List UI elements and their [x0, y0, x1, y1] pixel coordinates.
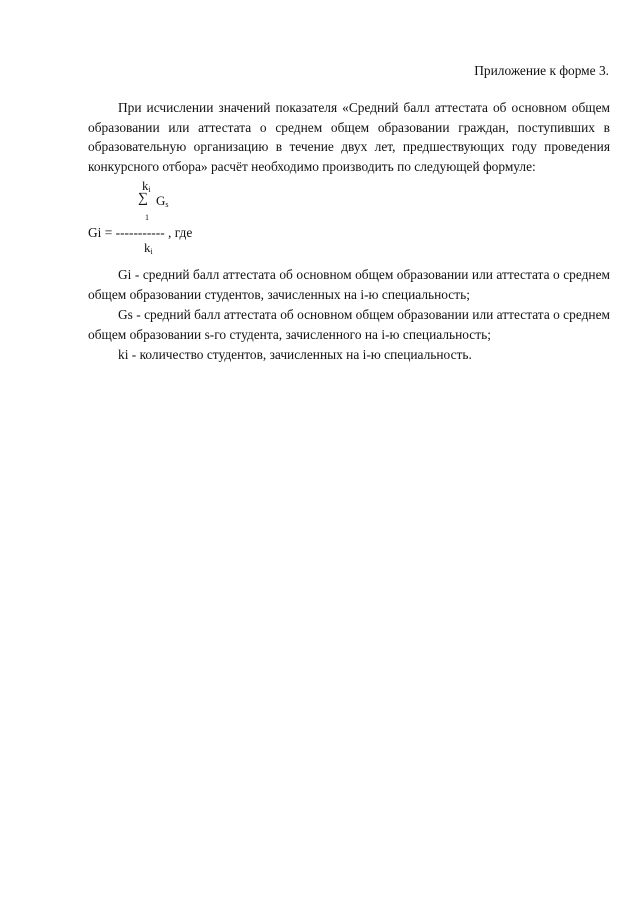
- formula-block: [88, 178, 388, 268]
- sum-term-sub: s: [165, 200, 169, 209]
- definition-gs: Gs - средний балл аттестата об основном общем образовании или аттестата о среднем общем образовании s-го студента, зачисленного на i-ю специальность;: [88, 307, 610, 342]
- sum-term-var: G: [156, 193, 166, 208]
- formula-denominator: [144, 240, 153, 256]
- formula-lhs: Gi = ----------- , где: [88, 225, 193, 240]
- denominator-sub: i: [150, 247, 153, 256]
- sum-symbol: ∑: [138, 191, 148, 206]
- sum-upper-limit-var: k: [142, 178, 149, 193]
- sum-lower-limit: 1: [145, 213, 149, 222]
- sum-upper-limit-sub: i: [148, 185, 151, 194]
- denominator-var: k: [144, 240, 151, 255]
- appendix-label: Приложение к форме 3.: [474, 63, 609, 78]
- intro-paragraph: При исчислении значений показателя «Средний балл аттестата об основном общем образовании или аттестата о среднем общем образовании граждан, поступивших в образовательную организацию в течение двух лет, предшествующих году проведения конкурсного отбора» расчёт необходимо производить по следующей формуле:: [88, 100, 610, 174]
- definition-gi: Gi - средний балл аттестата об основном общем образовании или аттестата о среднем общем образовании студентов, зачисленных на i-ю специальность;: [88, 267, 610, 302]
- sum-term: [156, 193, 169, 209]
- definition-ki: ki - количество студентов, зачисленных на i-ю специальность.: [118, 347, 472, 362]
